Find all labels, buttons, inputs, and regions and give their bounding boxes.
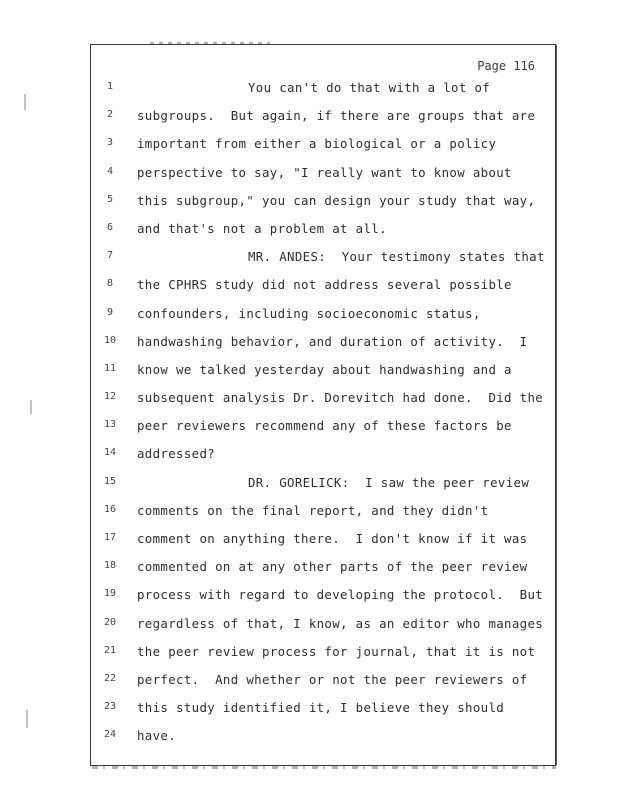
line-number: 20 bbox=[103, 616, 117, 628]
line-number: 21 bbox=[103, 644, 117, 656]
transcript-line bbox=[91, 668, 555, 696]
line-text: the CPHRS study did not address several possible bbox=[137, 277, 512, 293]
line-text: subgroups. But again, if there are groups that are bbox=[137, 108, 536, 124]
transcript-line bbox=[91, 414, 555, 442]
transcript-line bbox=[91, 583, 555, 611]
line-text: perspective to say, "I really want to know about bbox=[137, 164, 512, 180]
line-number: 8 bbox=[106, 278, 114, 290]
line-text: DR. GORELICK: I saw the peer review bbox=[248, 474, 530, 490]
line-number: 17 bbox=[103, 532, 117, 543]
line-text: peer reviewers recommend any of these factors be bbox=[137, 418, 512, 434]
line-text: regardless of that, I know, as an editor who manages bbox=[137, 615, 544, 631]
line-text: the peer review process for journal, that it is not bbox=[137, 643, 536, 659]
page-number: Page 116 bbox=[477, 59, 535, 73]
line-number: 18 bbox=[103, 560, 117, 572]
line-text: confounders, including socioeconomic status, bbox=[137, 305, 481, 321]
line-number: 10 bbox=[103, 334, 117, 346]
line-text: important from either a biological or a policy bbox=[137, 136, 497, 152]
transcript-line bbox=[91, 330, 555, 358]
transcript-line bbox=[91, 442, 555, 470]
line-text: handwashing behavior, and duration of activity. I bbox=[137, 333, 528, 349]
transcript-line bbox=[91, 76, 555, 104]
scan-artifact-bottom bbox=[92, 766, 556, 769]
line-number: 5 bbox=[106, 193, 114, 205]
transcript-line bbox=[91, 555, 555, 583]
line-number: 24 bbox=[103, 729, 117, 741]
scan-artifact-left-3 bbox=[26, 710, 28, 728]
transcript-line bbox=[91, 499, 555, 527]
line-number: 22 bbox=[103, 672, 117, 684]
line-text: You can't do that with a lot of bbox=[248, 80, 491, 95]
transcript-page bbox=[90, 44, 556, 766]
line-text: this study identified it, I believe they should bbox=[137, 700, 505, 716]
line-text: this subgroup," you can design your study that way, bbox=[137, 192, 536, 208]
line-number: 7 bbox=[106, 250, 114, 262]
line-number: 19 bbox=[103, 588, 117, 600]
transcript-line bbox=[91, 640, 555, 668]
line-number: 6 bbox=[106, 221, 114, 233]
transcript-line bbox=[91, 612, 555, 640]
line-number: 16 bbox=[103, 503, 117, 515]
line-number: 4 bbox=[106, 165, 114, 177]
line-number: 13 bbox=[103, 419, 117, 431]
transcript-line bbox=[91, 217, 555, 245]
line-number: 3 bbox=[106, 137, 114, 149]
line-text: comment on anything there. I don't know if it was bbox=[137, 531, 528, 546]
line-text: process with regard to developing the protocol. But bbox=[137, 587, 544, 603]
transcript-line bbox=[91, 724, 555, 752]
line-text: and that's not a problem at all. bbox=[137, 220, 387, 236]
line-number: 23 bbox=[103, 701, 117, 713]
transcript-line bbox=[91, 245, 555, 273]
line-text: commented on at any other parts of the peer review bbox=[137, 559, 528, 575]
transcript-line bbox=[91, 189, 555, 217]
transcript-line bbox=[91, 161, 555, 189]
transcript-line bbox=[91, 273, 555, 301]
line-number: 1 bbox=[106, 81, 114, 92]
transcript-lines bbox=[91, 76, 555, 753]
transcript-line bbox=[91, 386, 555, 414]
transcript-line bbox=[91, 527, 555, 555]
transcript-line bbox=[91, 104, 555, 132]
transcript-line bbox=[91, 302, 555, 330]
transcript-line bbox=[91, 358, 555, 386]
line-text: have. bbox=[137, 728, 177, 744]
line-text: perfect. And whether or not the peer reviewers of bbox=[137, 671, 528, 687]
line-text: subsequent analysis Dr. Dorevitch had done. Did the bbox=[137, 390, 544, 406]
line-text: addressed? bbox=[137, 446, 216, 462]
line-number: 2 bbox=[106, 109, 114, 121]
line-number: 12 bbox=[103, 391, 117, 403]
line-number: 15 bbox=[103, 475, 117, 487]
line-number: 14 bbox=[103, 447, 117, 459]
transcript-line bbox=[91, 696, 555, 724]
scan-artifact-left-1 bbox=[24, 94, 26, 110]
line-number: 9 bbox=[106, 306, 114, 318]
transcript-line bbox=[91, 471, 555, 499]
line-number: 11 bbox=[103, 362, 117, 374]
line-text: know we talked yesterday about handwashing and a bbox=[137, 361, 512, 377]
line-text: comments on the final report, and they didn't bbox=[137, 502, 489, 518]
scan-artifact-left-2 bbox=[30, 400, 32, 414]
line-text: MR. ANDES: Your testimony states that bbox=[248, 249, 545, 265]
transcript-line bbox=[91, 132, 555, 160]
